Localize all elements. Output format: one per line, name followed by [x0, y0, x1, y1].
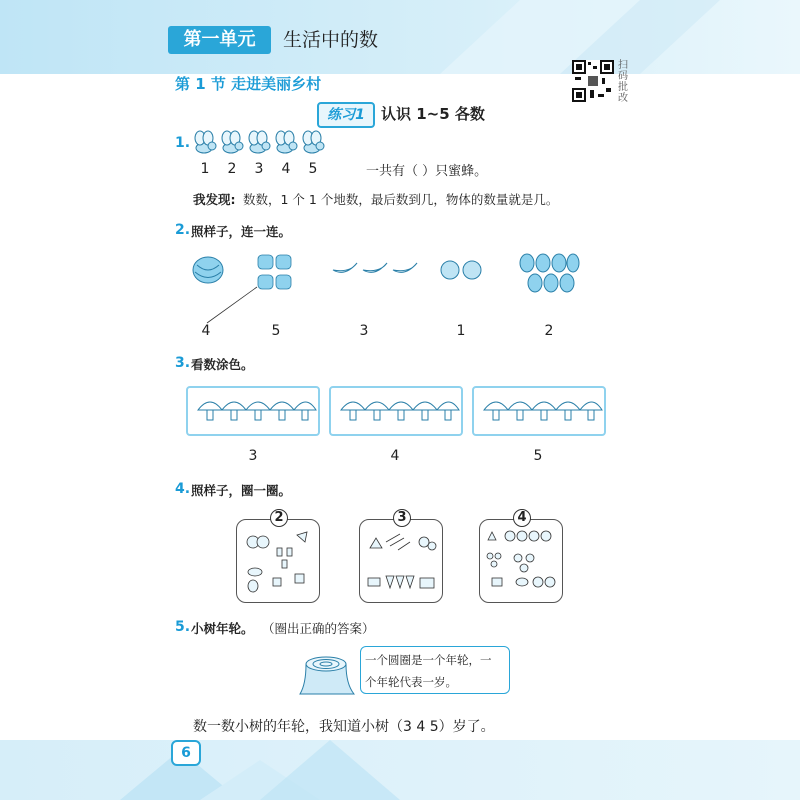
q2-num-3[interactable]: 3 — [359, 323, 369, 339]
q3-num-4: 4 — [390, 448, 400, 464]
q3-text: 看数涂色。 — [191, 357, 254, 372]
q2-num-5[interactable]: 5 — [271, 323, 281, 339]
q3-num-5: 5 — [533, 448, 543, 464]
mushroom-box-1[interactable] — [186, 386, 320, 436]
q2-num-1[interactable]: 1 — [456, 323, 466, 339]
tree-ring-callout — [360, 646, 510, 694]
circle-box-3[interactable] — [479, 519, 563, 603]
bee-count-4: 4 — [281, 161, 291, 177]
discovery-text: 数数，1 个 1 个地数，最后数到几，物体的数量就是几。 — [243, 192, 559, 207]
q2-num-4[interactable]: 4 — [201, 323, 211, 339]
q2-text: 照样子，连一连。 — [191, 224, 292, 239]
box-number-4: 4 — [513, 509, 531, 527]
q1-number: 1. — [175, 135, 191, 151]
q5-answer-line[interactable]: 数一数小树的年轮，我知道小树（3 4 5）岁了。 — [193, 719, 495, 735]
bees-illustration — [190, 128, 340, 162]
header-band — [0, 0, 800, 74]
q4-text: 照样子，圈一圈。 — [191, 483, 292, 498]
callout-line-1: 一个圆圈是一个年轮，一 — [365, 653, 492, 667]
exercise-badge: 练习1 — [317, 102, 375, 128]
mushroom-box-3[interactable] — [472, 386, 606, 436]
unit-title: 生活中的数 — [283, 29, 379, 51]
q2-number: 2. — [175, 222, 191, 238]
qr-code-icon[interactable] — [572, 60, 614, 102]
q3-num-3: 3 — [248, 448, 258, 464]
q1-prompt[interactable]: 一共有（ ）只蜜蜂。 — [366, 164, 488, 179]
qr-label: 扫码批改 — [618, 60, 628, 104]
bee-count-5: 5 — [308, 161, 318, 177]
box-number-3: 3 — [393, 509, 411, 527]
q5-number: 5. — [175, 619, 191, 635]
q3-number: 3. — [175, 355, 191, 371]
mushroom-box-2[interactable] — [329, 386, 463, 436]
footer-band — [0, 740, 800, 800]
page-number: 6 — [171, 740, 201, 766]
box-number-2: 2 — [270, 509, 288, 527]
bee-count-3: 3 — [254, 161, 264, 177]
bee-count-2: 2 — [227, 161, 237, 177]
section-title: 第 1 节 走进美丽乡村 — [175, 75, 322, 93]
q2-num-2[interactable]: 2 — [544, 323, 554, 339]
q2-illustrations — [185, 245, 585, 335]
callout-line-2: 个年轮代表一岁。 — [365, 675, 457, 689]
circle-box-1[interactable] — [236, 519, 320, 603]
exercise-title: 认识 1~5 各数 — [381, 105, 485, 123]
q5-note: （圈出正确的答案） — [262, 621, 375, 636]
tree-stump-illustration — [292, 650, 358, 700]
unit-tag: 第一单元 — [168, 26, 271, 54]
circle-box-2[interactable] — [359, 519, 443, 603]
q5-text: 小树年轮。 — [191, 621, 254, 636]
discovery-label: 我发现: — [193, 192, 236, 207]
bee-count-1: 1 — [200, 161, 210, 177]
q4-number: 4. — [175, 481, 191, 497]
